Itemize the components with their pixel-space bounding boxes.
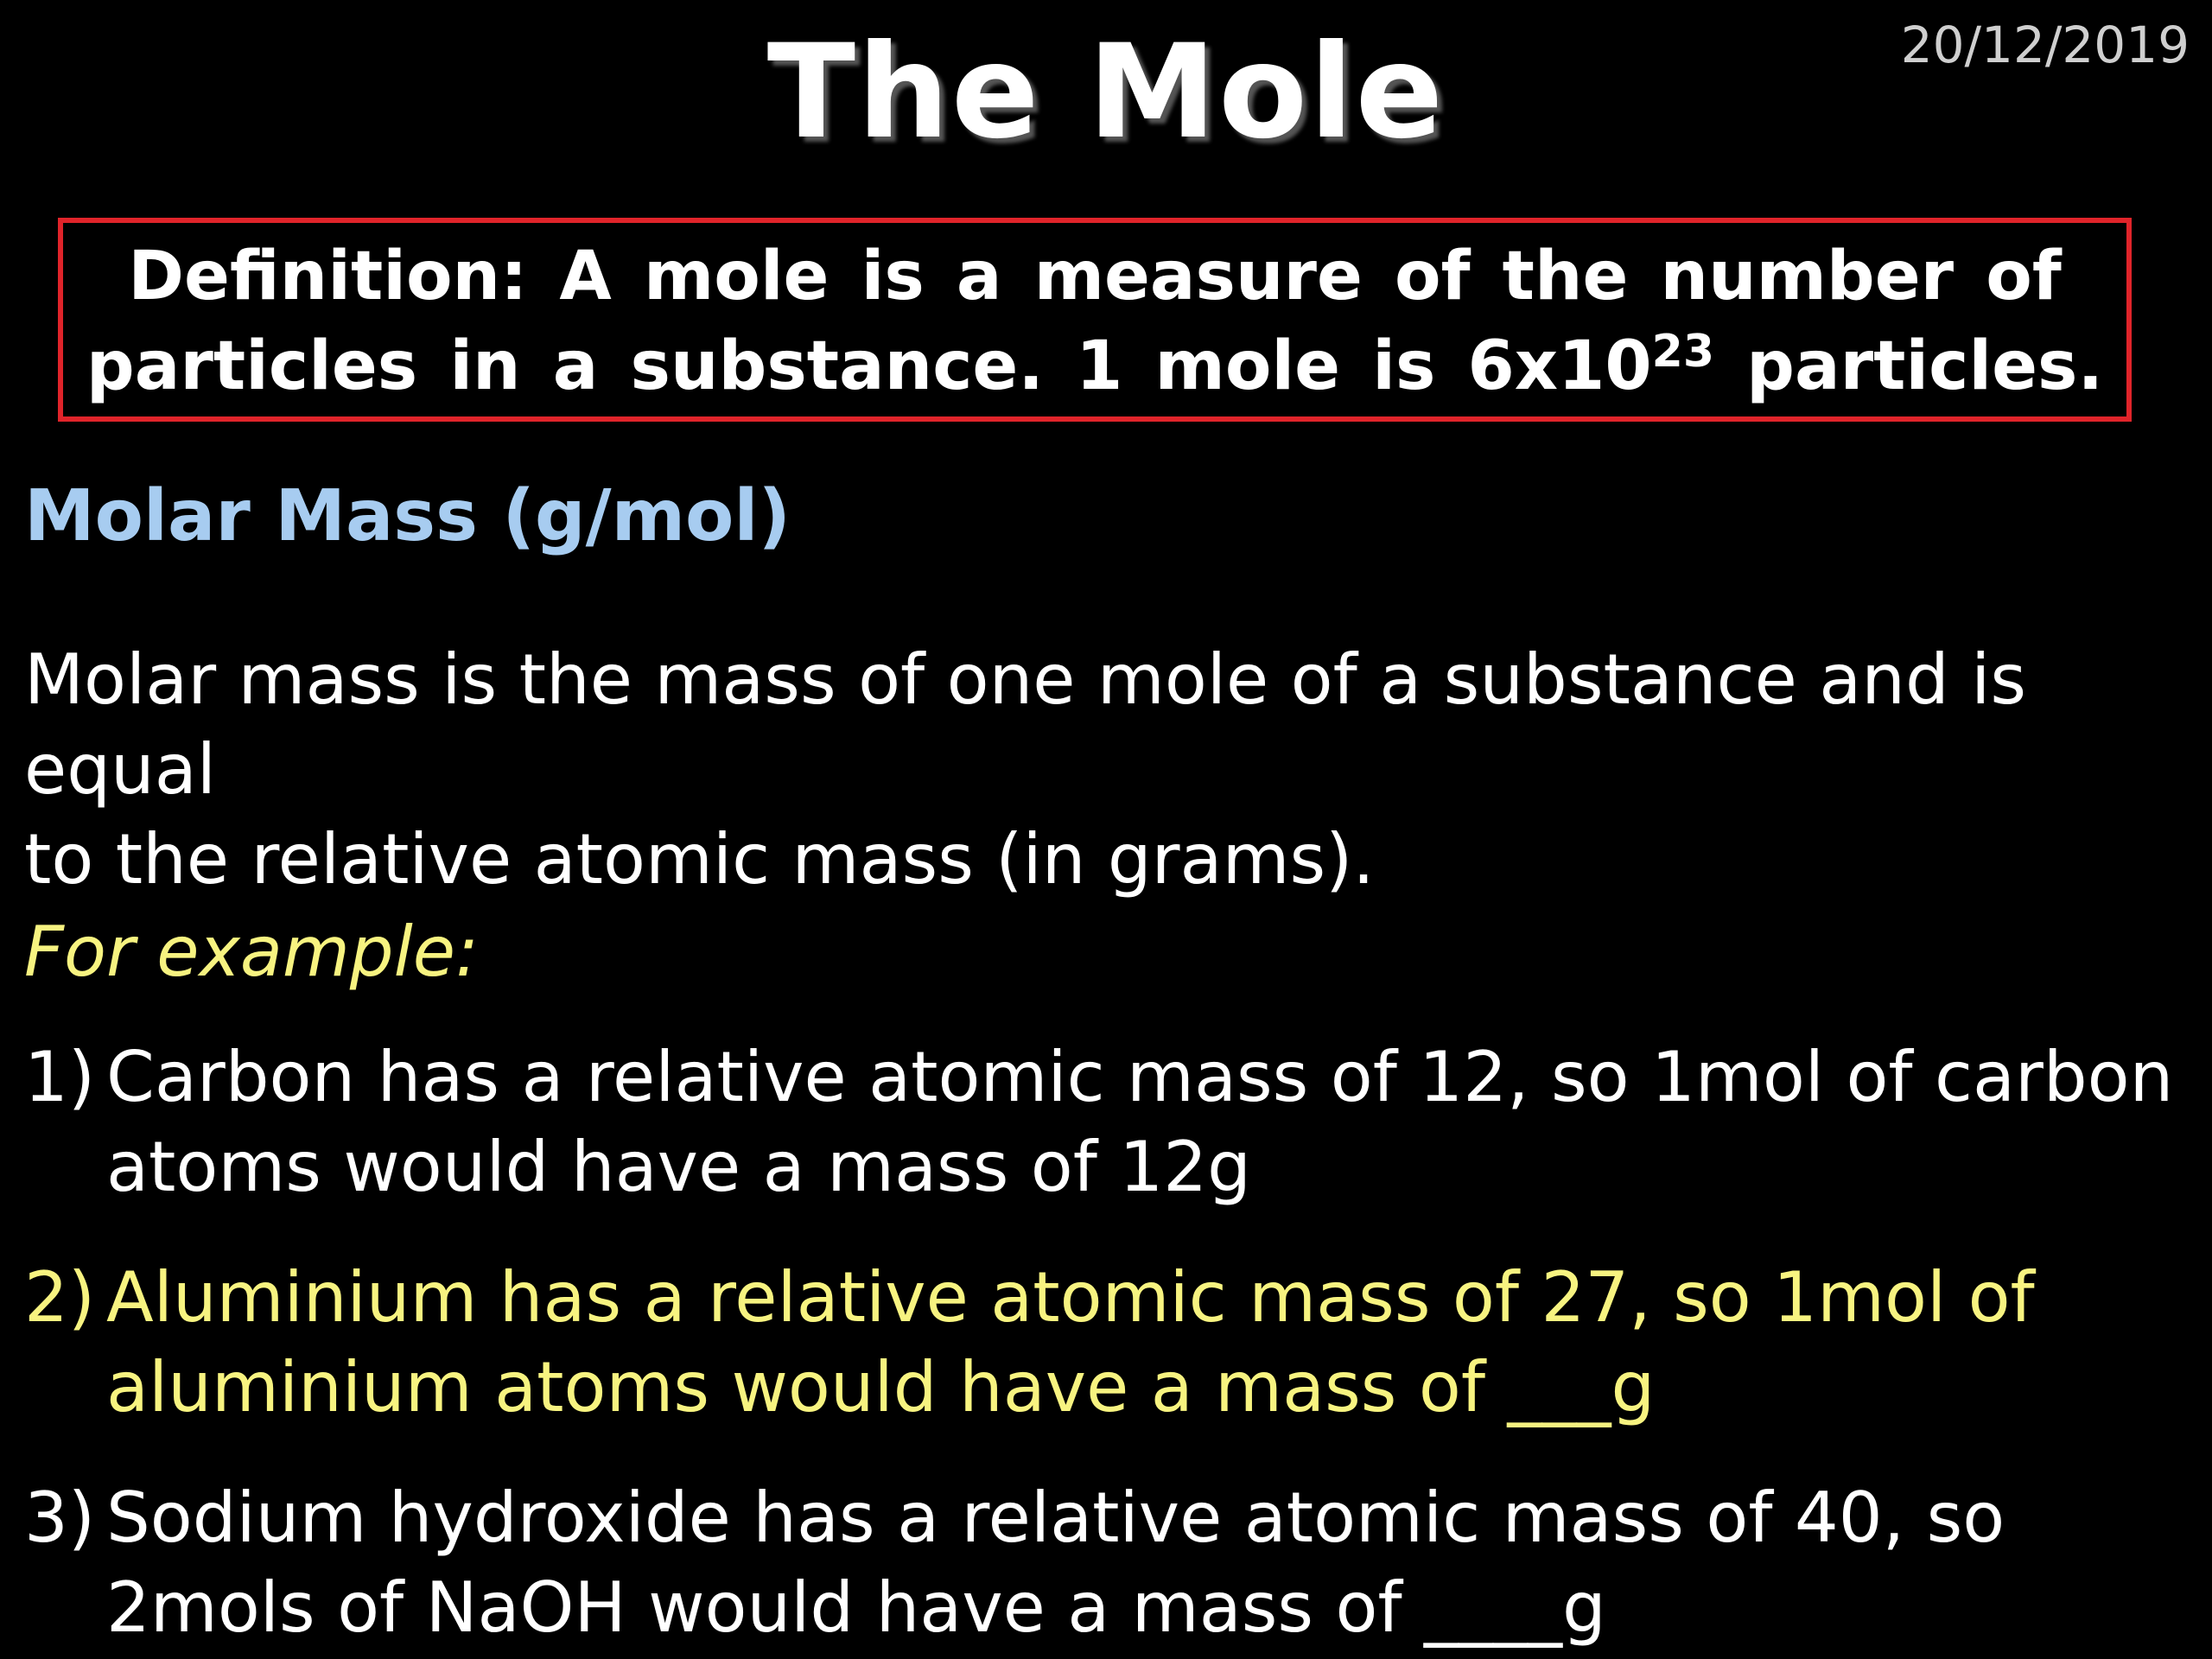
example-item-text <box>106 1253 2184 1433</box>
section-heading: Molar Mass (g/mol) <box>24 475 791 557</box>
slide-title: The Mole <box>766 17 1446 168</box>
definition-exponent: 23 <box>1651 326 1715 378</box>
intro-line-1: Molar mass is the mass of one mole of a substance and is equal <box>24 639 2027 810</box>
example-item-line-1: Aluminium has a relative atomic mass of 27, so 1mol of <box>106 1257 2035 1338</box>
example-item-1 <box>24 1033 2184 1212</box>
definition-line-2 <box>63 321 2126 411</box>
example-item-line-1: Sodium hydroxide has a relative atomic mass of 40, so <box>106 1478 2005 1558</box>
example-item-text <box>106 1033 2184 1212</box>
example-item-line-2: aluminium atoms would have a mass of ___g <box>106 1347 1656 1427</box>
example-item-3 <box>24 1473 2184 1653</box>
example-item-text <box>106 1473 2184 1653</box>
definition-box <box>58 218 2132 422</box>
intro-paragraph <box>24 635 2184 905</box>
example-item-number: 1) <box>24 1037 96 1117</box>
example-item-line-2: 2mols of NaOH would have a mass of ____g <box>106 1567 1606 1648</box>
definition-line-2-prefix: particles in a substance. 1 mole is 6x10 <box>86 327 1652 405</box>
slide-date: 20/12/2019 <box>1900 16 2190 74</box>
example-heading: For example: <box>24 912 479 992</box>
definition-line-2-suffix: particles. <box>1714 327 2104 405</box>
definition-line-1: Definition: A mole is a measure of the number of <box>128 238 2062 315</box>
example-item-number: 2) <box>24 1257 96 1338</box>
example-item-line-1: Carbon has a relative atomic mass of 12, so 1mol of carbon <box>106 1037 2174 1117</box>
example-item-line-2: atoms would have a mass of 12g <box>106 1127 1251 1207</box>
example-item-2 <box>24 1253 2184 1433</box>
intro-line-2: to the relative atomic mass (in grams). <box>24 819 1375 899</box>
example-item-number: 3) <box>24 1478 96 1558</box>
